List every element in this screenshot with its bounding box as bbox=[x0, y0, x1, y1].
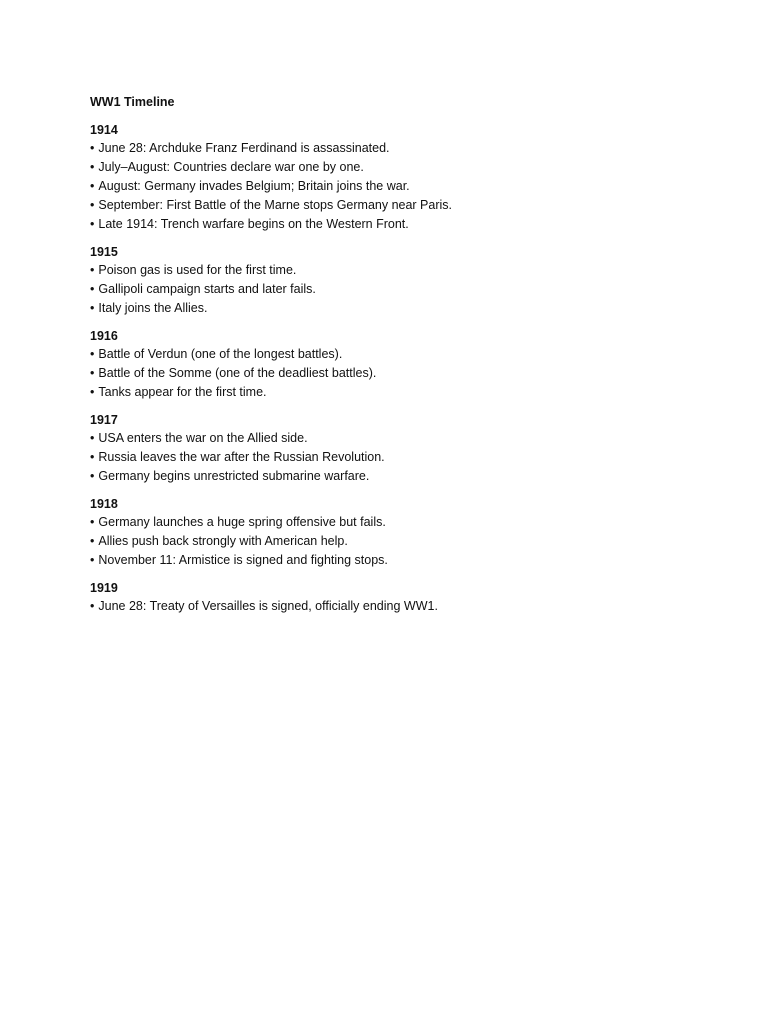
year-heading: 1919 bbox=[90, 581, 118, 595]
event-text: June 28: Treaty of Versailles is signed, officially ending WW1. bbox=[98, 599, 438, 613]
bullet-icon: • bbox=[90, 301, 95, 315]
event-item bbox=[90, 364, 710, 383]
bullet-icon: • bbox=[90, 263, 95, 277]
event-text: November 11: Armistice is signed and fighting stops. bbox=[98, 553, 388, 567]
event-item bbox=[90, 280, 710, 299]
bullet-icon: • bbox=[90, 179, 95, 193]
year-heading: 1918 bbox=[90, 497, 118, 511]
event-text: Poison gas is used for the first time. bbox=[98, 263, 297, 277]
bullet-icon: • bbox=[90, 553, 95, 567]
bullet-icon: • bbox=[90, 160, 95, 174]
bullet-icon: • bbox=[90, 141, 95, 155]
event-item bbox=[90, 345, 710, 364]
event-list bbox=[90, 597, 710, 616]
event-text: Tanks appear for the first time. bbox=[98, 385, 267, 399]
event-item bbox=[90, 196, 710, 215]
event-item bbox=[90, 215, 710, 234]
bullet-icon: • bbox=[90, 282, 95, 296]
event-list bbox=[90, 345, 710, 402]
event-text: Germany begins unrestricted submarine warfare. bbox=[98, 469, 370, 483]
timeline-section bbox=[90, 121, 710, 234]
bullet-icon: • bbox=[90, 599, 95, 613]
event-text: September: First Battle of the Marne stops Germany near Paris. bbox=[98, 198, 453, 212]
event-list bbox=[90, 261, 710, 318]
bullet-icon: • bbox=[90, 385, 95, 399]
event-item bbox=[90, 597, 710, 616]
timeline-section bbox=[90, 327, 710, 402]
event-text: July–August: Countries declare war one by one. bbox=[98, 160, 364, 174]
year-heading: 1917 bbox=[90, 413, 118, 427]
event-text: Germany launches a huge spring offensive but fails. bbox=[98, 515, 386, 529]
year-heading: 1916 bbox=[90, 329, 118, 343]
event-item bbox=[90, 532, 710, 551]
event-text: Gallipoli campaign starts and later fails. bbox=[98, 282, 316, 296]
bullet-icon: • bbox=[90, 347, 95, 361]
timeline-section bbox=[90, 411, 710, 486]
timeline-section bbox=[90, 579, 710, 616]
event-item bbox=[90, 261, 710, 280]
event-text: June 28: Archduke Franz Ferdinand is assassinated. bbox=[98, 141, 390, 155]
bullet-icon: • bbox=[90, 366, 95, 380]
event-text: August: Germany invades Belgium; Britain joins the war. bbox=[98, 179, 410, 193]
event-text: Battle of the Somme (one of the deadliest battles). bbox=[98, 366, 377, 380]
year-heading: 1914 bbox=[90, 123, 118, 137]
event-list bbox=[90, 513, 710, 570]
event-list bbox=[90, 429, 710, 486]
event-item bbox=[90, 467, 710, 486]
event-text: USA enters the war on the Allied side. bbox=[98, 431, 308, 445]
event-item bbox=[90, 177, 710, 196]
bullet-icon: • bbox=[90, 450, 95, 464]
event-item bbox=[90, 383, 710, 402]
event-text: Late 1914: Trench warfare begins on the Western Front. bbox=[98, 217, 409, 231]
bullet-icon: • bbox=[90, 534, 95, 548]
document-body bbox=[90, 93, 710, 625]
bullet-icon: • bbox=[90, 431, 95, 445]
event-text: Allies push back strongly with American help. bbox=[98, 534, 348, 548]
event-item bbox=[90, 429, 710, 448]
event-text: Battle of Verdun (one of the longest battles). bbox=[98, 347, 343, 361]
event-list bbox=[90, 139, 710, 234]
bullet-icon: • bbox=[90, 469, 95, 483]
event-item bbox=[90, 513, 710, 532]
event-text: Italy joins the Allies. bbox=[98, 301, 208, 315]
timeline-section bbox=[90, 243, 710, 318]
document-title: WW1 Timeline bbox=[90, 95, 175, 109]
event-item bbox=[90, 448, 710, 467]
event-item bbox=[90, 139, 710, 158]
bullet-icon: • bbox=[90, 515, 95, 529]
event-text: Russia leaves the war after the Russian Revolution. bbox=[98, 450, 385, 464]
event-item bbox=[90, 299, 710, 318]
year-heading: 1915 bbox=[90, 245, 118, 259]
bullet-icon: • bbox=[90, 217, 95, 231]
timeline-sections bbox=[90, 121, 710, 616]
bullet-icon: • bbox=[90, 198, 95, 212]
timeline-section bbox=[90, 495, 710, 570]
event-item bbox=[90, 158, 710, 177]
event-item bbox=[90, 551, 710, 570]
